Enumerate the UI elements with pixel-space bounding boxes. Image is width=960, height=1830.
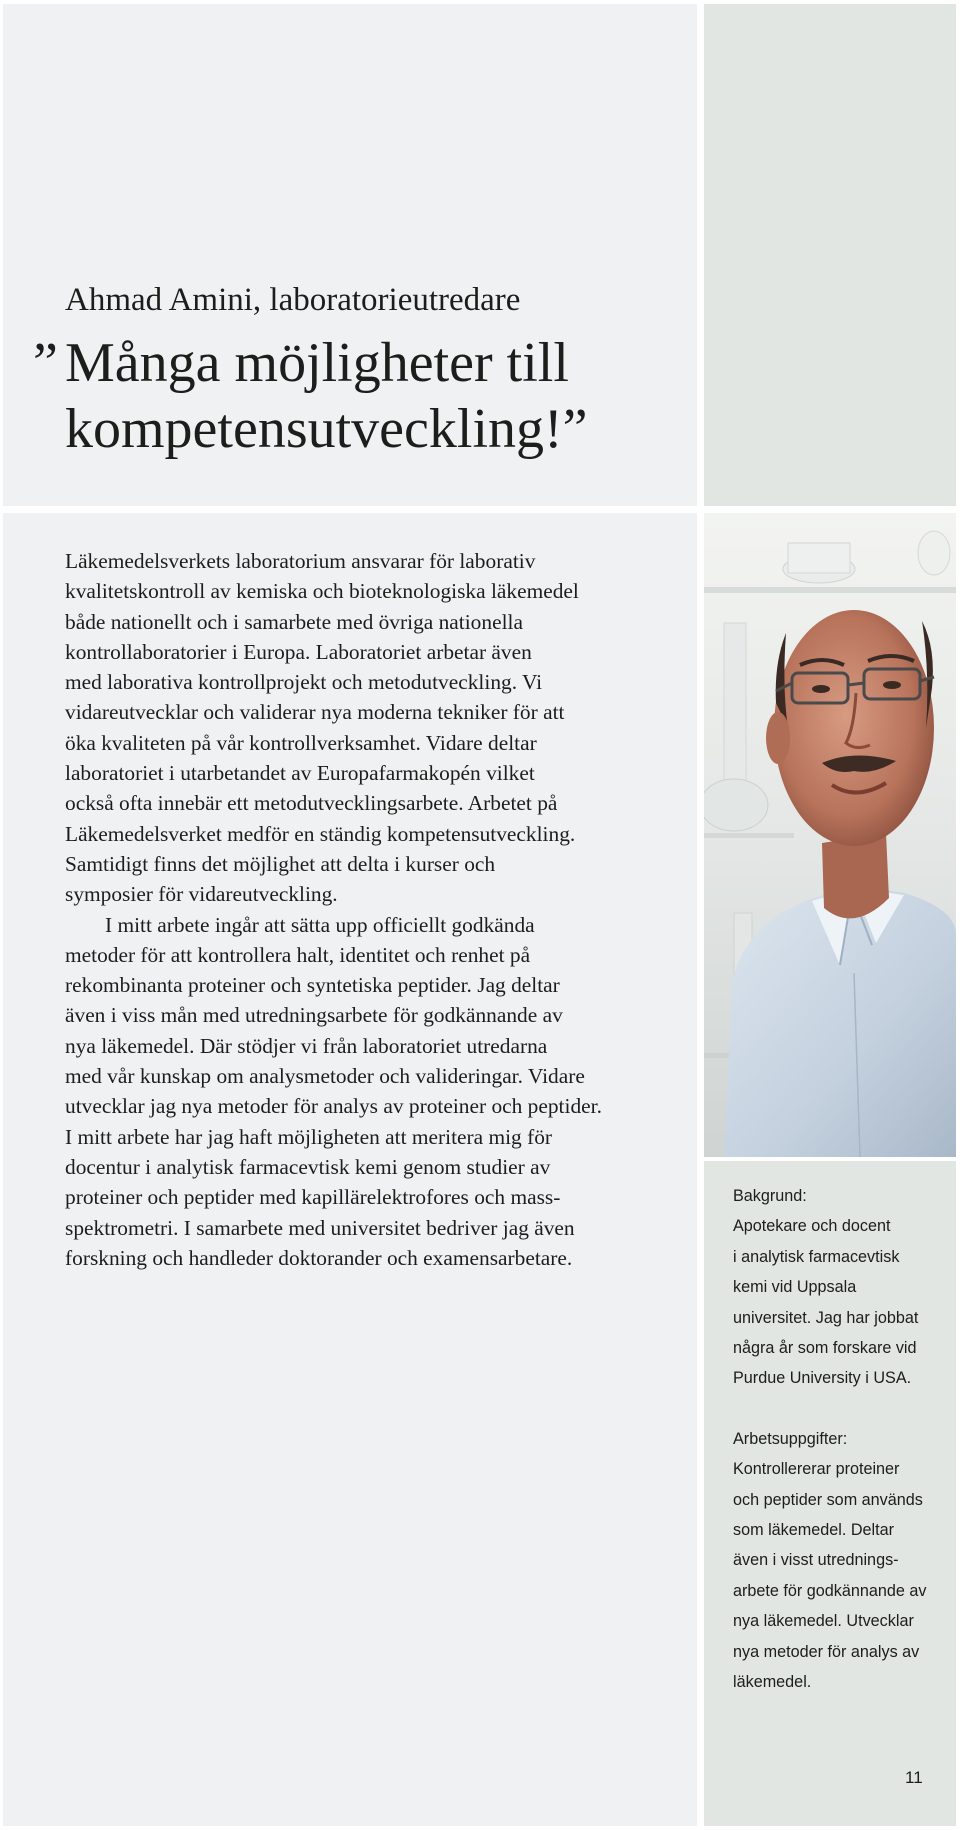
fact-line: Apotekare och docent bbox=[733, 1217, 891, 1236]
body-line: Samtidigt finns det möjlighet att delta i kurser och bbox=[65, 851, 496, 876]
body-line: forskning och handleder doktorander och examensarbetare. bbox=[65, 1245, 573, 1270]
fact-line: nya metoder för analys av bbox=[733, 1642, 920, 1661]
body-line: I mitt arbete har jag haft möjligheten att meritera mig för bbox=[65, 1124, 553, 1149]
fact-line: nya läkemedel. Utvecklar bbox=[733, 1612, 914, 1631]
body-line: med vår kunskap om analysmetoder och valideringar. Vidare bbox=[65, 1064, 585, 1089]
header-side-panel bbox=[704, 4, 956, 506]
body-line: laboratoriet i utarbetandet av Europafarmakopén vilket bbox=[65, 761, 535, 786]
body-line: proteiner och peptider med kapillärelektrofores och mass- bbox=[65, 1185, 561, 1210]
body-line: Läkemedelsverket medför en ständig kompetensutveckling. bbox=[65, 821, 576, 846]
body-line: kvalitetskontroll av kemiska och bioteknologiska läkemedel bbox=[65, 579, 579, 604]
paragraph-1 bbox=[65, 546, 645, 910]
body-line: kontrollaboratorier i Europa. Laboratoriet arbetar även bbox=[65, 639, 532, 664]
fact-line: som läkemedel. Deltar bbox=[733, 1521, 895, 1540]
fact-line: kemi vid Uppsala bbox=[733, 1278, 857, 1297]
headline-quote bbox=[33, 330, 665, 462]
headline-line-2: kompetensutveckling!” bbox=[65, 398, 588, 460]
body-line: I mitt arbete ingår att sätta upp officiellt godkända bbox=[105, 912, 535, 937]
body-line: öka kvaliteten på vår kontrollverksamhet. Vidare deltar bbox=[65, 730, 537, 755]
fact-line: och peptider som används bbox=[733, 1490, 923, 1509]
background-heading: Bakgrund: bbox=[733, 1187, 807, 1205]
body-line: även i viss mån med utredningsarbete för godkännande av bbox=[65, 1003, 563, 1028]
body-line: både nationellt och i samarbete med övriga nationella bbox=[65, 609, 523, 634]
tasks-heading: Arbetsuppgifter: bbox=[733, 1429, 848, 1448]
section-gap bbox=[733, 1394, 943, 1424]
body-line: rekombinanta proteiner och syntetiska peptider. Jag deltar bbox=[65, 973, 560, 998]
body-line: vidareutvecklar och validerar nya moderna tekniker för att bbox=[65, 700, 565, 725]
background-section bbox=[733, 1181, 943, 1394]
fact-line: Purdue University i USA. bbox=[733, 1369, 912, 1388]
body-line: också ofta innebär ett metodutvecklingsarbete. Arbetet på bbox=[65, 791, 558, 816]
fact-line: även i visst utrednings- bbox=[733, 1551, 899, 1570]
fact-box bbox=[733, 1181, 943, 1698]
fact-line: universitet. Jag har jobbat bbox=[733, 1308, 919, 1327]
fact-line: några år som forskare vid bbox=[733, 1339, 917, 1358]
body-line: symposier för vidareutveckling. bbox=[65, 882, 338, 907]
fact-line: läkemedel. bbox=[733, 1673, 812, 1692]
fact-line: i analytisk farmacevtisk bbox=[733, 1247, 900, 1266]
portrait-photo bbox=[704, 513, 956, 1157]
fact-line: arbete för godkännande av bbox=[733, 1581, 927, 1600]
headline-line-1: Många möjligheter till bbox=[65, 332, 569, 394]
body-line: utvecklar jag nya metoder för analys av proteiner och peptider. bbox=[65, 1094, 602, 1119]
fact-line: Kontrollererar proteiner bbox=[733, 1460, 900, 1479]
person-title: Ahmad Amini, laboratorieutredare bbox=[65, 282, 521, 318]
opening-quote-mark: ” bbox=[33, 332, 58, 394]
paragraph-2 bbox=[65, 910, 645, 1274]
body-line: nya läkemedel. Där stödjer vi från laboratoriet utredarna bbox=[65, 1033, 548, 1058]
article-body bbox=[65, 546, 645, 1273]
page-number: 11 bbox=[905, 1768, 923, 1787]
body-line: Läkemedelsverkets laboratorium ansvarar för laborativ bbox=[65, 549, 536, 573]
body-line: med laborativa kontrollprojekt och metodutveckling. Vi bbox=[65, 670, 543, 695]
body-line: metoder för att kontrollera halt, identitet och renhet på bbox=[65, 942, 531, 967]
body-line: spektrometri. I samarbete med universitet bedriver jag även bbox=[65, 1215, 575, 1240]
body-line: docentur i analytisk farmacevtisk kemi genom studier av bbox=[65, 1154, 551, 1179]
tasks-section bbox=[733, 1424, 943, 1698]
